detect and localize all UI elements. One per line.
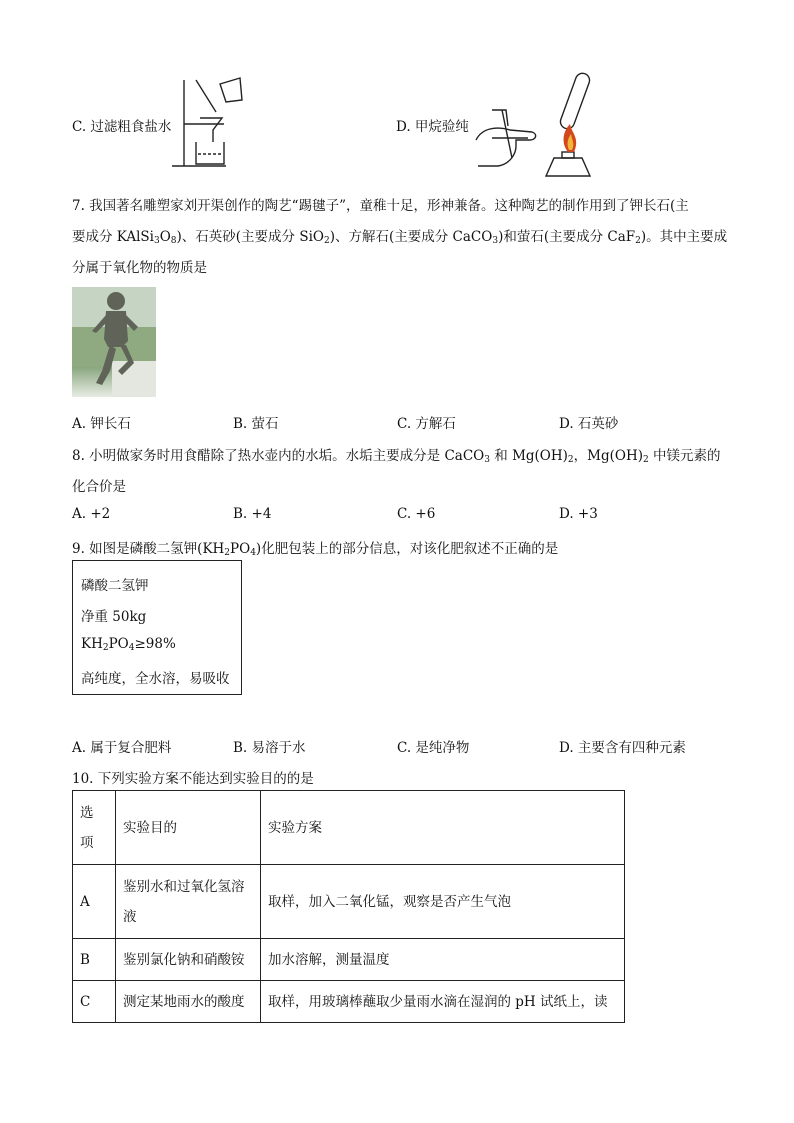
q9-option-b[interactable]: B. 易溶于水: [233, 740, 306, 756]
table-row: [73, 981, 625, 1023]
label-name: 磷酸二氢钾: [81, 578, 149, 594]
q8-option-a[interactable]: A. +2: [72, 506, 111, 522]
q6-option-c: C. 过滤粗食盐水: [72, 119, 172, 135]
q7-option-a[interactable]: A. 钾长石: [72, 416, 131, 432]
row-a-purpose: 鉴别水和过氧化氢溶 液: [116, 865, 261, 939]
label-formula: $KH_2PO_4\ge 98\%$: [81, 636, 176, 653]
q8-stem-line1: 8. 小明做家务时用食醋除了热水壶内的水垢。水垢主要成分是 CaCO$_3$ 和 $Mg(OH)_2$，$Mg(OH)_2$ 中镁元素的: [72, 448, 721, 465]
row-c-plan: 取样，用玻璃棒蘸取少量雨水滴在湿润的 pH 试纸上，读: [261, 981, 625, 1023]
table-row: [73, 939, 625, 981]
table-row: [73, 865, 625, 939]
q7-stem-line3: 分属于氧化物的物质是: [72, 260, 207, 276]
q10-stem: 10. 下列实验方案不能达到实验目的的是: [72, 771, 314, 787]
q8-option-c[interactable]: C. +6: [397, 506, 436, 522]
row-c-option: C: [73, 981, 116, 1023]
q8-option-d[interactable]: D. +3: [559, 506, 598, 522]
q9-stem: 9. 如图是磷酸二氢钾$(KH_2PO_4)$化肥包装上的部分信息，对该化肥叙述不正确的是: [72, 541, 559, 558]
header-plan: 实验方案: [261, 791, 625, 865]
row-b-plan: 加水溶解，测量温度: [261, 939, 625, 981]
experiment-table: [72, 790, 625, 1023]
row-b-purpose: 鉴别氯化钠和硝酸铵: [116, 939, 261, 981]
q9-option-d[interactable]: D. 主要含有四种元素: [559, 740, 686, 756]
q7-option-b[interactable]: B. 萤石: [233, 416, 279, 432]
sculpture-photo: [72, 287, 156, 397]
q7-stem-line1: 7. 我国著名雕塑家刘开渠创作的陶艺“踢毽子”，童稚十足，形神兼备。这种陶艺的制作用到了钾长石(主: [72, 198, 689, 214]
q9-option-c[interactable]: C. 是纯净物: [397, 740, 470, 756]
row-b-option: B: [73, 939, 116, 981]
header-option: 选 项: [73, 791, 116, 865]
row-c-purpose: 测定某地雨水的酸度: [116, 981, 261, 1023]
q9-option-a[interactable]: A. 属于复合肥料: [72, 740, 172, 756]
q6-option-d: D. 甲烷验纯: [396, 119, 469, 135]
q8-option-b[interactable]: B. +4: [233, 506, 272, 522]
label-weight: 净重 50kg: [81, 609, 147, 625]
fertilizer-label: [72, 560, 242, 695]
label-description: 高纯度，全水溶，易吸收: [81, 671, 230, 687]
q7-stem-line2: 要成分 $KAlSi_3O_8$)、石英砂(主要成分 SiO$_2$)、方解石(主要成分 CaCO$_3$)和萤石(主要成分 CaF$_2$)。其中主要成: [72, 229, 728, 246]
row-a-option: A: [73, 865, 116, 939]
row-a-plan: 取样，加入二氧化锰，观察是否产生气泡: [261, 865, 625, 939]
q7-option-c[interactable]: C. 方解石: [397, 416, 456, 432]
methane-purity-test-icon: [472, 68, 602, 180]
q8-stem-line2: 化合价是: [72, 479, 126, 495]
q7-option-d[interactable]: D. 石英砂: [559, 416, 619, 432]
table-header-row: [73, 791, 625, 865]
header-purpose: 实验目的: [116, 791, 261, 865]
filtration-apparatus-icon: [170, 72, 250, 170]
